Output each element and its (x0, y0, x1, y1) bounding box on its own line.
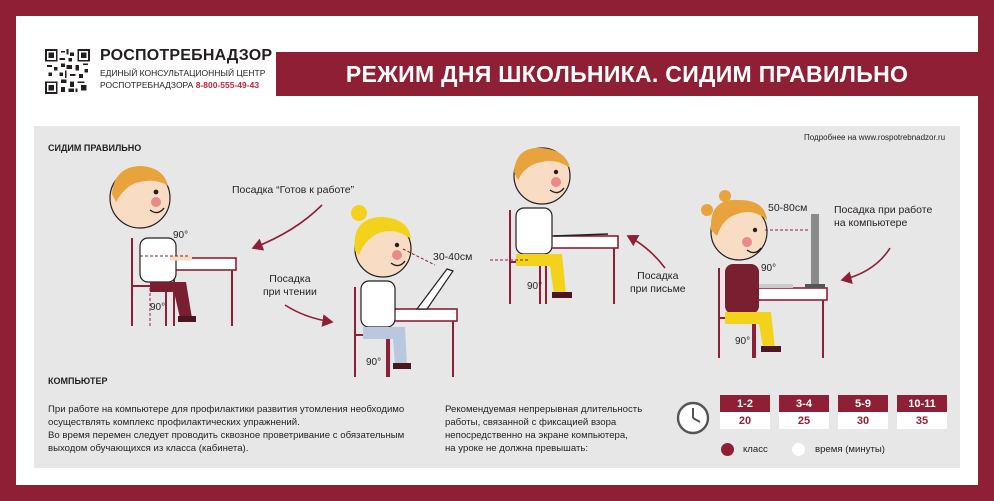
distance-reading: 30-40см (433, 251, 473, 263)
qr-code-icon (45, 49, 90, 94)
angle-computer-2: 90° (735, 336, 751, 347)
pose-label-computer: Посадка при работе на компьютере (834, 204, 933, 229)
figure-ready-to-work (100, 158, 250, 330)
section-title-sitting: СИДИМ ПРАВИЛЬНО (48, 143, 142, 153)
org-line2-wrapper (100, 79, 272, 91)
clock-icon (676, 401, 710, 435)
legend-time-swatch (792, 443, 805, 456)
figure-computer (695, 190, 835, 362)
org-line1: ЕДИНЫЙ КОНСУЛЬТАЦИОННЫЙ ЦЕНТР (100, 68, 266, 78)
table-column (720, 395, 770, 429)
pose-label-reading: Посадка при чтении (263, 273, 317, 298)
org-line2: РОСПОТРЕБНАДЗОРА (100, 80, 194, 90)
minutes-cell: 20 (720, 412, 770, 429)
org-name: РОСПОТРЕБНАДЗОР (100, 47, 273, 64)
legend-grade-swatch (721, 443, 734, 456)
more-info-link[interactable]: Подробнее на www.rospotrebnadzor.ru (804, 133, 946, 142)
org-brand (100, 47, 272, 91)
recommend-text: Рекомендуемая непрерывная длительность работы, связанной с фиксацией взора непосредственно на экране компьютера, на уроке не должна превышать: (445, 404, 643, 454)
pose-label-ready: Посадка “Готов к работе” (232, 184, 355, 196)
grade-cell: 5-9 (838, 395, 888, 412)
section-title-computer: КОМПЬЮТЕР (48, 376, 108, 386)
angle-writing: 90° (527, 281, 543, 292)
legend-grade-label: класс (743, 444, 768, 455)
figure-writing (490, 146, 625, 308)
figure-reading (335, 205, 473, 380)
legend-time-label: время (минуты) (815, 444, 885, 455)
table-column (897, 395, 947, 429)
grade-cell: 1-2 (720, 395, 770, 412)
hotline-phone[interactable]: 8-800-555-49-43 (195, 80, 260, 90)
minutes-cell: 30 (838, 412, 888, 429)
minutes-cell: 25 (779, 412, 829, 429)
angle-ready-1: 90° (173, 230, 189, 241)
grade-cell: 3-4 (779, 395, 829, 412)
distance-computer: 50-80см (768, 202, 808, 214)
computer-advice-text: При работе на компьютере для профилактики развития утомления необходимо осуществлять комплекс профилактических упражнений. Во время перемен следует проводить сквозное проветривание с обязательным выходом обучающихся из класса (кабинета). (48, 404, 405, 454)
table-column (779, 395, 829, 429)
minutes-cell: 35 (897, 412, 947, 429)
grade-cell: 10-11 (897, 395, 947, 412)
table-column (838, 395, 888, 429)
angle-computer-1: 90° (761, 263, 777, 274)
angle-ready-2: 90° (150, 302, 166, 313)
page-title: РЕЖИМ ДНЯ ШКОЛЬНИКА. СИДИМ ПРАВИЛЬНО (276, 52, 978, 96)
pose-label-writing: Посадка при письме (630, 270, 686, 295)
angle-reading: 90° (366, 357, 382, 368)
